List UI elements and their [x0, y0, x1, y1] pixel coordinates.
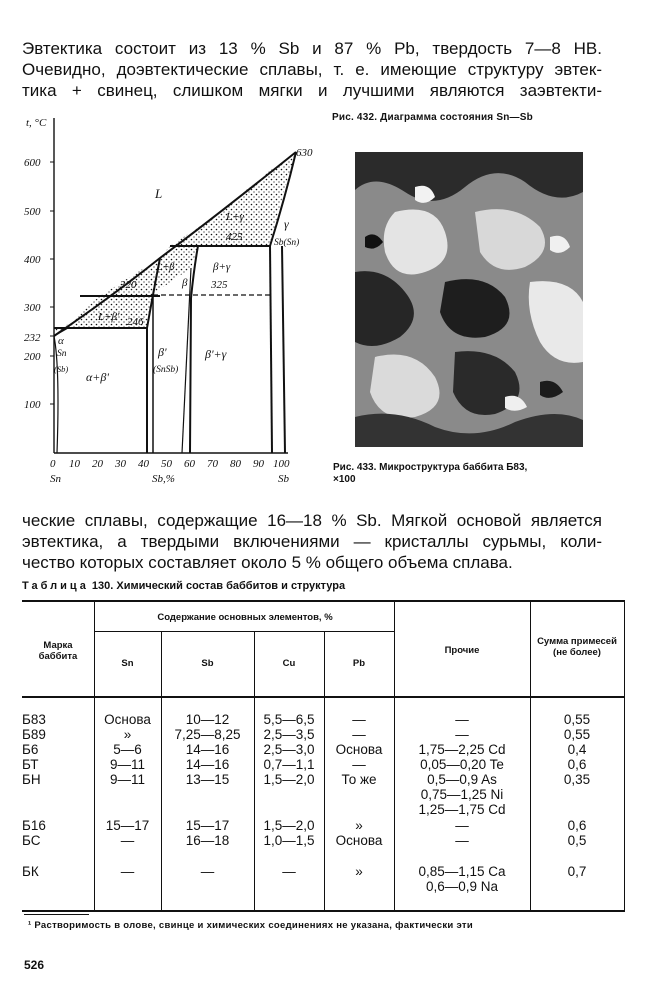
cell-pb: То же: [341, 772, 377, 787]
cell-impurities: 0,55: [563, 712, 591, 727]
phase-label-beta-prime-gamma: β'+γ: [205, 347, 227, 361]
x-tick-label: 40: [138, 458, 149, 470]
table-title-prefix: Таблица: [22, 580, 89, 592]
cell-pb: —: [352, 712, 366, 727]
text-line: тика + свинец, слишком мягки и лучшими являются заэвтекти-: [22, 81, 602, 100]
paragraph-middle: [22, 510, 602, 573]
cell-grade: БН: [22, 772, 41, 787]
y-special-label: 232: [24, 332, 41, 344]
header-cu: Cu: [282, 658, 296, 669]
cell-other: —: [455, 727, 469, 742]
cell-impurities: 0,5: [567, 833, 587, 848]
phase-label-320: 320: [120, 279, 137, 291]
x-right-label: Sb: [278, 473, 289, 485]
text-line: чество которых составляет около 5 % общего объема сплава.: [22, 553, 513, 572]
cell-impurities: 0,6: [567, 757, 587, 772]
x-tick-label: 90: [253, 458, 264, 470]
cell-cu: 2,5—3,0: [263, 742, 315, 757]
cell-sn: 15—17: [105, 818, 150, 833]
cell-sb: 14—16: [185, 757, 230, 772]
table-title: [22, 580, 622, 592]
phase-label-l-gamma: L+γ: [226, 211, 244, 223]
phase-diagram: [20, 108, 320, 488]
figure-433-caption: [333, 462, 618, 486]
x-tick-label: 50: [161, 458, 172, 470]
phase-label-alpha-sn: Sn: [57, 349, 67, 359]
cell-grade: Б89: [22, 727, 46, 742]
cell-cu: 1,5—2,0: [263, 772, 315, 787]
figure-432-caption: Рис. 432. Диаграмма состояния Sn—Sb: [332, 112, 533, 123]
y-tick-label: 400: [24, 254, 41, 266]
header-pb: Pb: [352, 658, 366, 669]
y-tick-label: 100: [24, 399, 41, 411]
phase-label-325: 325: [211, 279, 228, 291]
cell-pb: —: [352, 757, 366, 772]
cell-sb: 14—16: [185, 742, 230, 757]
phase-label-425: 425: [226, 231, 243, 243]
caption-line: ×100: [333, 474, 356, 485]
y-tick-label: 600: [24, 157, 41, 169]
x-left-label: Sn: [50, 473, 61, 485]
phase-label-l-beta-prime: L+β': [98, 311, 120, 323]
header-grade: Марка баббита: [38, 640, 78, 662]
cell-cu: 5,5—6,5: [263, 712, 315, 727]
phase-label-l-beta-upper: L+β: [157, 262, 175, 273]
table-title-rest: 130. Химический состав баббитов и структура: [91, 580, 346, 592]
y-tick-label: 300: [24, 302, 41, 314]
x-tick-label: 10: [69, 458, 80, 470]
phase-label-246: 246: [127, 316, 144, 328]
phase-label-beta-gamma: β+γ: [213, 261, 231, 273]
cell-pb: »: [355, 818, 363, 833]
x-tick-label: 0: [50, 458, 56, 470]
phase-label-beta: β: [182, 277, 188, 289]
page-number: 526: [24, 958, 45, 972]
cell-other: 1,25—1,75 Cd: [418, 802, 506, 817]
x-tick-label: 80: [230, 458, 241, 470]
cell-sb: 10—12: [185, 712, 230, 727]
cell-sn: Основа: [104, 712, 151, 727]
axes: [54, 118, 288, 453]
cell-grade: БС: [22, 833, 41, 848]
cell-impurities: 0,6: [567, 818, 587, 833]
footnote-rule: [24, 914, 89, 915]
x-tick-label: 30: [115, 458, 126, 470]
cell-sb: 16—18: [185, 833, 230, 848]
cell-pb: Основа: [335, 742, 383, 757]
cell-pb: »: [355, 864, 363, 879]
cell-sb: 7,25—8,25: [174, 727, 241, 742]
y-tick-label: 500: [24, 206, 41, 218]
cell-impurities: 0,55: [563, 727, 591, 742]
cell-other: 0,5—0,9 As: [427, 772, 497, 787]
cell-other: 1,75—2,25 Cd: [418, 742, 506, 757]
paragraph-top: [22, 38, 602, 101]
cell-impurities: 0,4: [567, 742, 587, 757]
phase-label-snsb: (SnSb): [153, 365, 179, 375]
text-line: Очевидно, доэвтектические сплавы, т. е. имеющие структуру эвтек-: [22, 60, 602, 79]
cell-other: 0,6—0,9 Na: [425, 879, 499, 894]
phase-label-l: L: [155, 186, 163, 201]
cell-other: —: [455, 833, 469, 848]
cell-pb: Основа: [335, 833, 383, 848]
header-impurities: Сумма примесей (не более): [537, 636, 617, 658]
text-line: эвтектика, а твердыми включениями — кристаллы сурьмы, коли-: [22, 532, 602, 551]
x-mid-label: Sb,%: [152, 473, 175, 485]
y-tick-label: 200: [24, 351, 41, 363]
cell-sn: »: [123, 727, 132, 742]
cell-other: —: [455, 818, 469, 833]
header-group: Содержание основных элементов, %: [157, 612, 333, 623]
cell-sn: 9—11: [109, 772, 146, 787]
cell-other: —: [455, 712, 469, 727]
cell-grade: Б6: [22, 742, 39, 757]
phase-label-alpha-sb: (Sb): [54, 364, 69, 374]
cell-other: 0,05—0,20 Te: [420, 757, 504, 772]
x-tick-label: 60: [184, 458, 195, 470]
cell-sn: —: [120, 833, 135, 848]
text-line: ческие сплавы, содержащие 16—18 % Sb. Мягкой основой является: [22, 511, 602, 530]
header-sn: Sn: [121, 658, 134, 669]
cell-other: 0,75—1,25 Ni: [420, 787, 504, 802]
header-other: Прочие: [444, 645, 480, 656]
cell-cu: —: [282, 864, 296, 879]
cell-grade: Б83: [22, 712, 46, 727]
footnote: ¹ Растворимость в олове, свинце и химических соединениях не указана, фактически эти: [28, 920, 473, 931]
cell-grade: Б16: [22, 818, 46, 833]
cell-sn: 9—11: [109, 757, 146, 772]
microstructure-photo: [355, 152, 583, 447]
cell-sn: —: [120, 864, 135, 879]
phase-label-gamma: γ: [284, 217, 289, 231]
cell-impurities: 0,7: [567, 864, 587, 879]
x-tick-label: 70: [207, 458, 218, 470]
phase-label-alpha: α: [58, 335, 64, 347]
cell-grade: БК: [22, 864, 39, 879]
y-right-label: 630: [296, 147, 313, 159]
cell-impurities: 0,35: [563, 772, 591, 787]
cell-grade: БТ: [22, 757, 39, 772]
cell-sb: 13—15: [185, 772, 230, 787]
composition-table: [22, 600, 625, 910]
phase-label-sb-sn: Sb(Sn): [274, 238, 300, 248]
x-tick-label: 100: [273, 458, 290, 470]
phase-label-beta-prime: β': [158, 345, 167, 359]
cell-sb: —: [200, 864, 215, 879]
text-line: Эвтектика состоит из 13 % Sb и 87 % Pb, твердость 7—8 НВ.: [22, 39, 602, 58]
cell-other: 0,85—1,15 Ca: [418, 864, 506, 879]
cell-cu: 1,0—1,5: [263, 833, 315, 848]
x-tick-label: 20: [92, 458, 103, 470]
cell-cu: 1,5—2,0: [263, 818, 315, 833]
header-sb: Sb: [201, 658, 214, 669]
cell-cu: 0,7—1,1: [263, 757, 315, 772]
cell-pb: —: [352, 727, 366, 742]
cell-cu: 2,5—3,5: [263, 727, 315, 742]
caption-line: Рис. 433. Микроструктура баббита Б83,: [333, 462, 528, 473]
cell-sn: 5—6: [113, 742, 142, 757]
y-axis-label: t, °C: [26, 117, 47, 129]
phase-label-alpha-beta-prime: α+β': [86, 370, 109, 384]
cell-sb: 15—17: [185, 818, 230, 833]
